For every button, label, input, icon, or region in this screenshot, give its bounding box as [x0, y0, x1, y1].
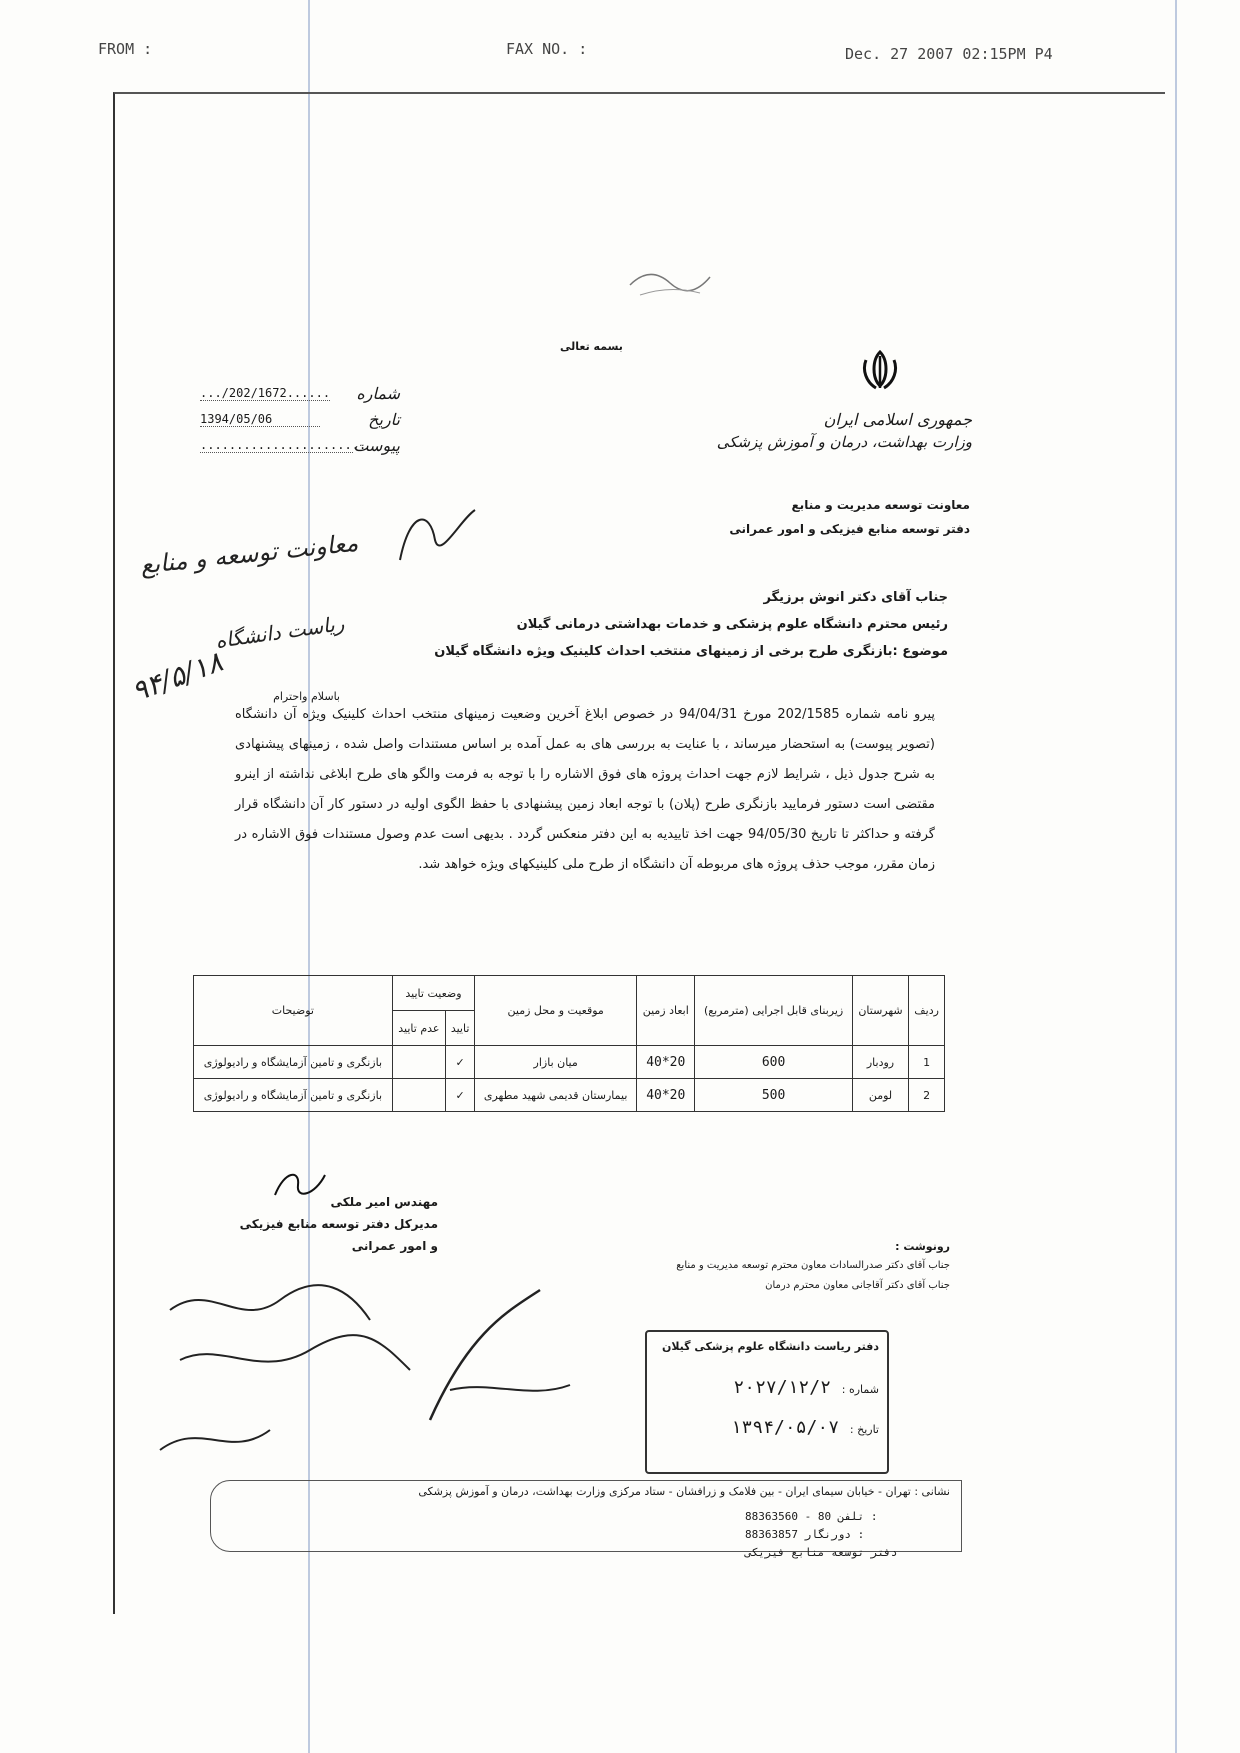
cell-city: رودبار — [852, 1046, 909, 1079]
cell-approved: ✓ — [446, 1079, 475, 1112]
table-row — [194, 1046, 945, 1079]
cell-location: بیمارستان قدیمی شهید مطهری — [475, 1079, 637, 1112]
signer-title-2: و امور عمرانی — [351, 1239, 438, 1253]
basmala: بسمه تعالی — [560, 340, 623, 353]
iran-emblem-icon — [858, 348, 902, 392]
letter-subject: موضوع :بازنگری طرح برخی از زمینهای منتخب احداث کلینیک ویژه دانشگاه گیلان — [434, 644, 948, 659]
department-header — [729, 498, 970, 546]
footer-phone-label: تلفن : — [837, 1510, 878, 1523]
stamp-number-row — [733, 1377, 879, 1398]
locations-table — [193, 975, 945, 1112]
footer-fax-label: دورنگار : — [804, 1528, 865, 1541]
table-row — [194, 1079, 945, 1112]
header-notes: توضیحات — [194, 976, 393, 1046]
cc-title: رونوشت : — [895, 1240, 950, 1253]
footer-phone: 88363560 - 80 — [745, 1510, 832, 1523]
signature-block — [218, 1195, 438, 1261]
footer-address: نشانی : تهران - خیابان سیمای ایران - بین فلامک و زرافشان - ستاد مرکزی وزارت بهداشت، درمان و آموزش پزشکی — [418, 1485, 950, 1498]
footer-phone-row — [745, 1508, 897, 1526]
stamp-date-label: تاریخ : — [849, 1423, 879, 1436]
fax-header — [0, 40, 1240, 70]
department-office: دفتر توسعه منابع فیزیکی و امور عمرانی — [729, 522, 970, 536]
table-header-row — [194, 976, 945, 1011]
cc-block — [676, 1240, 950, 1300]
handwritten-note-3: ریاست دانشگاه — [213, 611, 346, 653]
cell-location: میان بازار — [475, 1046, 637, 1079]
stamp-number-value: ۲۰۲۷/۱۲/۲ — [733, 1377, 831, 1398]
header-city: شهرستان — [852, 976, 909, 1046]
ref-number-row — [200, 380, 400, 406]
stamp-date-row — [731, 1417, 879, 1438]
header-row: ردیف — [909, 976, 945, 1046]
header-dimensions: ابعاد زمین — [637, 976, 695, 1046]
ministry-header — [717, 410, 972, 451]
stamp-date-value: ۱۳۹۴/۰۵/۰۷ — [730, 1417, 840, 1438]
cell-row: 2 — [909, 1079, 945, 1112]
letter-greeting: باسلام واحترام — [273, 690, 340, 703]
handwritten-note-2: ۹۴/۵/۱۸ — [127, 644, 227, 709]
ref-number-label: شماره — [356, 383, 400, 403]
header-status: وضعیت تایید — [392, 976, 475, 1011]
ref-date-value: 1394/05/06 — [200, 412, 320, 427]
ref-number-value: .../202/1672...... — [200, 385, 331, 400]
cell-row: 1 — [909, 1046, 945, 1079]
cc-line-2: جناب آقای دکتر آقاجانی معاون محترم درمان — [765, 1280, 950, 1291]
header-not-approved: عدم تایید — [392, 1011, 445, 1046]
footer-fax: 88363857 — [745, 1528, 798, 1541]
cell-approved: ✓ — [446, 1046, 475, 1079]
cc-line-1: جناب آقای دکتر صدرالسادات معاون محترم توسعه مدیریت و منابع — [676, 1260, 950, 1271]
signer-title-1: مدیرکل دفتر توسعه منابع فیزیکی — [239, 1217, 438, 1231]
ref-attachment-row — [200, 432, 400, 458]
ref-attachment-value: ....................... — [200, 437, 367, 452]
letter-body: پیرو نامه شماره 202/1585 مورخ 94/04/31 در خصوص ابلاغ آخرین وضعیت زمینهای منتخب احداث کلینیک ویژه آن دانشگاه (تصویر پیوست) به استحضار میرساند ، با عنایت به بررسی های به عمل آمده بر اساس مستندات واصل شده ، زمینهای پیشنهادی به شرح جدول ذیل ، شرایط لازم جهت احداث پروژه های فوق الاشاره را با توجه به فرمت والگو های طرح ابلاغی نداشته از اینرو مقتضی است دستور فرمایید بازنگری طرح (پلان) با توجه ابعاد زمین پیشنهادی با حفظ الگوی اولیه در دستور کار آن دانشگاه قرار گرفته و حداکثر تا تاریخ 94/05/30 جهت اخذ تاییدیه به این دفتر منعکس گردد . بدیهی است عدم وصول مستندات فوق الاشاره در زمان مقرر، موجب حذف پروژه های مربوطه آن دانشگاه از طرح ملی کلینیکهای ویژه خواهد شد. — [235, 707, 935, 872]
addressee-block — [434, 590, 948, 671]
fax-datetime: Dec. 27 2007 02:15PM P4 — [845, 45, 1053, 63]
department-deputy: معاونت توسعه مدیریت و منابع — [791, 498, 970, 512]
handwritten-signatures — [150, 1270, 650, 1470]
cell-not-approved — [392, 1046, 445, 1079]
stamp-title: دفتر ریاست دانشگاه علوم پزشکی گیلان — [661, 1340, 879, 1353]
ref-date-label: تاریخ — [368, 409, 400, 429]
ref-date-row — [200, 406, 400, 432]
cell-notes: بازنگری و تامین آزمایشگاه و رادیولوژی — [194, 1046, 393, 1079]
cell-dimensions: 20*40 — [637, 1079, 695, 1112]
cell-not-approved — [392, 1079, 445, 1112]
cell-area: 500 — [695, 1079, 852, 1112]
footer-phones — [745, 1508, 897, 1562]
signer-name: مهندس امیر ملکی — [330, 1195, 438, 1209]
cell-notes: بازنگری و تامین آزمایشگاه و رادیولوژی — [194, 1079, 393, 1112]
fax-from: FROM : — [98, 40, 153, 58]
stamp-number-label: شماره : — [841, 1383, 879, 1396]
scan-line-right — [1175, 0, 1177, 1753]
footer-fax-row — [745, 1526, 897, 1544]
ministry-name: وزارت بهداشت، درمان و آموزش پزشکی — [716, 433, 972, 451]
cell-area: 600 — [695, 1046, 852, 1079]
ministry-republic: جمهوری اسلامی ایران — [823, 410, 972, 429]
cell-city: لومن — [852, 1079, 909, 1112]
scan-noise-mark — [620, 255, 720, 305]
fax-number: FAX NO. : — [506, 40, 588, 58]
footer-dept: دفتر توسعه منابع فیزیکی — [745, 1546, 898, 1559]
addressee-name: جناب آقای دکتر انوش برزیگر — [763, 590, 948, 605]
handwritten-note-1: معاونت توسعه و منابع — [139, 528, 360, 580]
ref-attachment-label: پیوست — [353, 435, 400, 455]
cell-dimensions: 20*40 — [637, 1046, 695, 1079]
handwritten-scribble — [390, 500, 480, 570]
addressee-title: رئیس محترم دانشگاه علوم پزشکی و خدمات بهداشتی درمانی گیلان — [516, 617, 948, 632]
receipt-stamp — [645, 1330, 889, 1474]
header-area: زیربنای قابل اجرایی (مترمربع) — [695, 976, 852, 1046]
reference-block — [200, 380, 400, 458]
header-location: موقعیت و محل زمین — [475, 976, 637, 1046]
header-approved: تایید — [446, 1011, 475, 1046]
